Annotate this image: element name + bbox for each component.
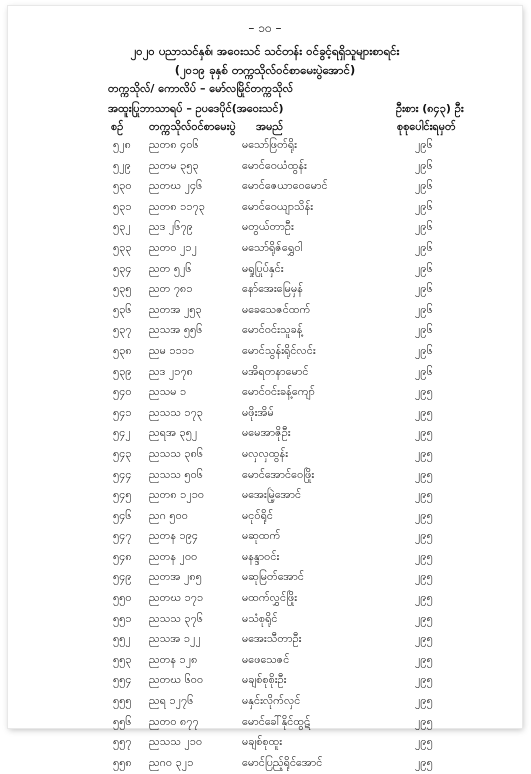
row-number: ၅၅၂	[113, 632, 131, 646]
student-name: မဖိုးအိမ်	[242, 405, 274, 419]
roll-number: ညဂ၀ ၃၂၁	[149, 755, 194, 769]
student-name: မခေသေဇင်ထက်	[242, 302, 311, 316]
roll-number: ညတဃ ၆၀၀	[149, 673, 204, 687]
total-score: ၂၉၆	[415, 323, 433, 337]
row-number: ၅၅၅	[113, 694, 132, 708]
table-row	[8, 321, 522, 342]
student-name: မောင်ဝင်းခန့်ကျော်	[242, 385, 315, 399]
total-score: ၂၉၆	[415, 261, 433, 275]
roll-number: ညတ ၇၈၁	[149, 282, 193, 296]
table-row	[8, 733, 522, 754]
row-number: ၅၄၆	[113, 508, 132, 522]
roll-number: ညရအ ၃၅၂	[149, 426, 198, 440]
table-row	[8, 486, 522, 507]
student-name: မသံစုရိုင်	[242, 611, 278, 625]
page-number: – ၁၀ –	[248, 21, 282, 35]
total-score: ၂၉၅	[415, 405, 433, 419]
total-score: ၂၉၅	[415, 694, 433, 708]
row-number: ၅၃၇	[113, 323, 132, 337]
total-score: ၂၉၆	[415, 220, 433, 234]
table-row	[8, 342, 522, 363]
student-name: မသော်ဖြတ်ရိုး	[242, 138, 297, 151]
row-number: ၅၃၁	[113, 199, 132, 213]
subject-label: အထူးပြုဘာသာရပ် – ဥပဒေပိုင်(အဝေးသင်)	[108, 102, 284, 115]
student-name: မောင်ခေါ်နိုင်ထွဋ်	[242, 714, 311, 728]
column-header-roll: တက္ကသိုလ်ဝင်စာမေးပွဲ	[149, 120, 236, 133]
student-name: မောင်သွန်းရိုင်လင်း	[242, 343, 316, 357]
total-count-label: ဦးစား (၈၄၃) ဦး	[396, 102, 464, 115]
row-number: ၅၅၄	[113, 673, 132, 687]
column-header-name: အမည်	[256, 120, 284, 133]
roll-number: ညတ၈ ၁၁၇၃	[149, 199, 205, 213]
student-name: နော်အေးမြေမှန်	[242, 282, 303, 296]
row-number: ၅၅၁	[113, 611, 132, 625]
column-header-score: စုစုပေါင်းရမှတ်	[397, 120, 456, 133]
student-name: မသော်ရိုဇ်ရွှေဝါ	[242, 240, 303, 254]
row-number: ၅၅၆	[113, 714, 132, 728]
total-score: ၂၉၆	[415, 282, 433, 296]
table-row	[8, 424, 522, 445]
table-row	[8, 383, 522, 404]
total-score: ၂၉၅	[415, 529, 433, 543]
table-row	[8, 404, 522, 425]
total-score: ၂၉၆	[415, 179, 433, 193]
results-table	[8, 136, 522, 774]
table-row	[8, 218, 522, 239]
roll-number: ညမ ၁၁၁၁	[149, 343, 195, 357]
table-row	[8, 177, 522, 198]
total-score: ၂၉၅	[415, 652, 433, 666]
roll-number: ညဒ ၂၁၇၈	[149, 364, 193, 378]
roll-number: ညတ၀ ၈၇၇	[149, 714, 199, 728]
table-row	[8, 610, 522, 631]
table-row	[8, 527, 522, 548]
row-number: ၅၄၃	[113, 446, 132, 460]
total-score: ၂၉၅	[415, 611, 433, 625]
table-row	[8, 239, 522, 260]
roll-number: ညဒ ၂၆၇၉	[149, 220, 193, 234]
student-name: မောင်ဝေယျာသိန်း	[242, 199, 314, 213]
row-number: ၅၃၀	[113, 179, 132, 193]
row-number: ၅၄၈	[113, 549, 132, 563]
roll-number: ညသအ ၁၂၂	[149, 632, 201, 646]
total-score: ၂၉၅	[415, 591, 433, 605]
total-score: ၂၉၆	[415, 302, 433, 316]
roll-number: ညသမ ၁	[149, 385, 187, 399]
row-number: ၅၃၄	[113, 261, 132, 275]
table-row	[8, 363, 522, 384]
roll-number: ညတ၈ ၄၀၆	[149, 138, 199, 151]
roll-number: ညသအ ၅၅၆	[149, 323, 203, 337]
table-row	[8, 466, 522, 487]
table-row	[8, 157, 522, 178]
total-score: ၂၉၆	[415, 199, 433, 213]
table-row	[8, 589, 522, 610]
total-score: ၂၉၅	[415, 755, 433, 769]
student-name: မချစ်စုစိုးဦး	[242, 673, 287, 687]
column-header-no: စဉ်	[111, 120, 124, 133]
table-row	[8, 136, 522, 157]
total-score: ၂၉၅	[415, 714, 433, 728]
row-number: ၅၅၇	[113, 735, 132, 749]
student-name: မနန္ဒာဝင်း	[242, 549, 280, 563]
total-score: ၂၉၅	[415, 488, 433, 502]
total-score: ၂၉၅	[415, 508, 433, 522]
roll-number: ညသသ ၃၇၆	[149, 611, 203, 625]
roll-number: ညတ၈ ၁၂၁၀	[149, 488, 205, 502]
total-score: ၂၉၅	[415, 446, 433, 460]
row-number: ၅၃၉	[113, 364, 132, 378]
total-score: ၂၉၅	[415, 632, 433, 646]
roll-number: ညဂ ၅၀၀	[149, 508, 188, 522]
row-number: ၅၃၅	[113, 282, 132, 296]
total-score: ၂၉၅	[415, 426, 433, 440]
table-row	[8, 630, 522, 651]
university-label: တက္ကသိုလ်/ ကောလိပ် – မော်လမြိုင်တက္ကသိုလ်	[108, 82, 294, 95]
student-name: မတွယ်တာဦး	[242, 220, 294, 234]
student-name: မောင်ဝင်းသူခန့်	[242, 323, 303, 337]
table-row	[8, 507, 522, 528]
row-number: ၅၂၉	[113, 158, 131, 172]
roll-number: ညတန ၁၉၄	[149, 529, 199, 543]
table-row	[8, 713, 522, 734]
document-title: ၂၀၂၀ ပညာသင်နှစ်၊ အဝေးသင် သင်တန်း ဝင်ခွင့်ရရှိသူများစာရင်း	[130, 44, 400, 58]
student-name: မောင်ပြည့်ရိုင်အောင်	[242, 755, 323, 769]
roll-number: ညတန ၁၂၈	[149, 652, 198, 666]
row-number: ၅၂၈	[113, 138, 131, 151]
table-row	[8, 280, 522, 301]
total-score: ၂၉၅	[415, 385, 433, 399]
table-row	[8, 260, 522, 281]
student-name: မောင်အောင်ဝေဖြိုး	[242, 467, 315, 481]
document-subtitle: (၂၀၁၉ ခုနှစ် တက္ကသိုလ်ဝင်စာမေးပွဲအောင်)	[174, 63, 356, 77]
student-name: မထက်လွှင်ဖြိုး	[242, 591, 298, 605]
roll-number: ညတ၀ ၂၁၂	[149, 240, 198, 254]
document-page	[8, 6, 522, 769]
row-number: ၅၄၉	[113, 570, 132, 584]
row-number: ၅၄၄	[113, 467, 132, 481]
student-name: မမေအာဇိုဦး	[242, 426, 291, 440]
table-row	[8, 754, 522, 774]
student-name: မလှလှထွန်း	[242, 446, 289, 460]
total-score: ၂၉၆	[415, 240, 433, 254]
student-name: မအေးမြဲ့အောင်	[242, 488, 302, 502]
roll-number: ညသသ ၂၁၀	[149, 735, 203, 749]
row-number: ၅၄၀	[113, 385, 132, 399]
table-row	[8, 198, 522, 219]
student-name: မဆုထက်	[242, 529, 281, 543]
row-number: ၅၅၃	[113, 652, 132, 666]
roll-number: ညတအ ၂၅၃	[149, 302, 202, 316]
table-row	[8, 548, 522, 569]
total-score: ၂၉၅	[415, 549, 433, 563]
roll-number: ညတန ၂၀၀	[149, 549, 198, 563]
roll-number: ညသသ ၅၀၆	[149, 467, 203, 481]
table-row	[8, 671, 522, 692]
total-score: ၂၉၅	[415, 735, 433, 749]
roll-number: ညတမ ၃၅၃	[149, 158, 199, 172]
student-name: မောင်ဇေယာဝေမောင်	[242, 179, 328, 193]
row-number: ၅၄၅	[113, 488, 132, 502]
roll-number: ညရ ၁၂၇၆	[149, 694, 194, 708]
table-row	[8, 301, 522, 322]
roll-number: ညတအ ၂၈၅	[149, 570, 202, 584]
student-name: မနှင်းလိုက်လှင်	[242, 694, 301, 708]
total-score: ၂၉၆	[415, 343, 433, 357]
row-number: ၅၅၀	[113, 591, 132, 605]
row-number: ၅၅၈	[113, 755, 132, 769]
total-score: ၂၉၆	[415, 364, 433, 378]
total-score: ၂၉၆	[415, 138, 433, 151]
roll-number: ညတဃ ၁၇၁	[149, 591, 204, 605]
student-name: မအိရတနာမောင်	[242, 364, 309, 378]
student-name: မဖေသေဇင်	[242, 652, 290, 666]
total-score: ၂၉၅	[415, 570, 433, 584]
total-score: ၂၉၅	[415, 467, 433, 481]
total-score: ၂၉၅	[415, 673, 433, 687]
table-row	[8, 568, 522, 589]
roll-number: ညသသ ၁၇၃	[149, 405, 203, 419]
roll-number: ညသသ ၃၈၆	[149, 446, 204, 460]
student-name: မောင်ဝေယံထွန်း	[242, 158, 307, 172]
student-name: မဆုမြတ်အောင်	[242, 570, 305, 584]
roll-number: ညတဃ ၂၄၆	[149, 179, 203, 193]
row-number: ၅၃၈	[113, 343, 132, 357]
table-row	[8, 692, 522, 713]
row-number: ၅၃၂	[113, 220, 131, 234]
total-score: ၂၉၆	[415, 158, 433, 172]
roll-number: ညတ ၅၂၆	[149, 261, 192, 275]
row-number: ၅၄၂	[113, 426, 131, 440]
student-name: မချစ်စုထူး	[242, 735, 283, 749]
table-row	[8, 651, 522, 672]
student-name: မအေးသီတာဦး	[242, 632, 302, 646]
table-row	[8, 445, 522, 466]
row-number: ၅၄၇	[113, 529, 132, 543]
row-number: ၅၃၆	[113, 302, 132, 316]
student-name: မရှုပြုပ်နှင်း	[242, 261, 284, 275]
row-number: ၅၃၃	[113, 240, 132, 254]
student-name: မငုဝ်ရိုင်	[242, 508, 273, 522]
row-number: ၅၄၁	[113, 405, 132, 419]
